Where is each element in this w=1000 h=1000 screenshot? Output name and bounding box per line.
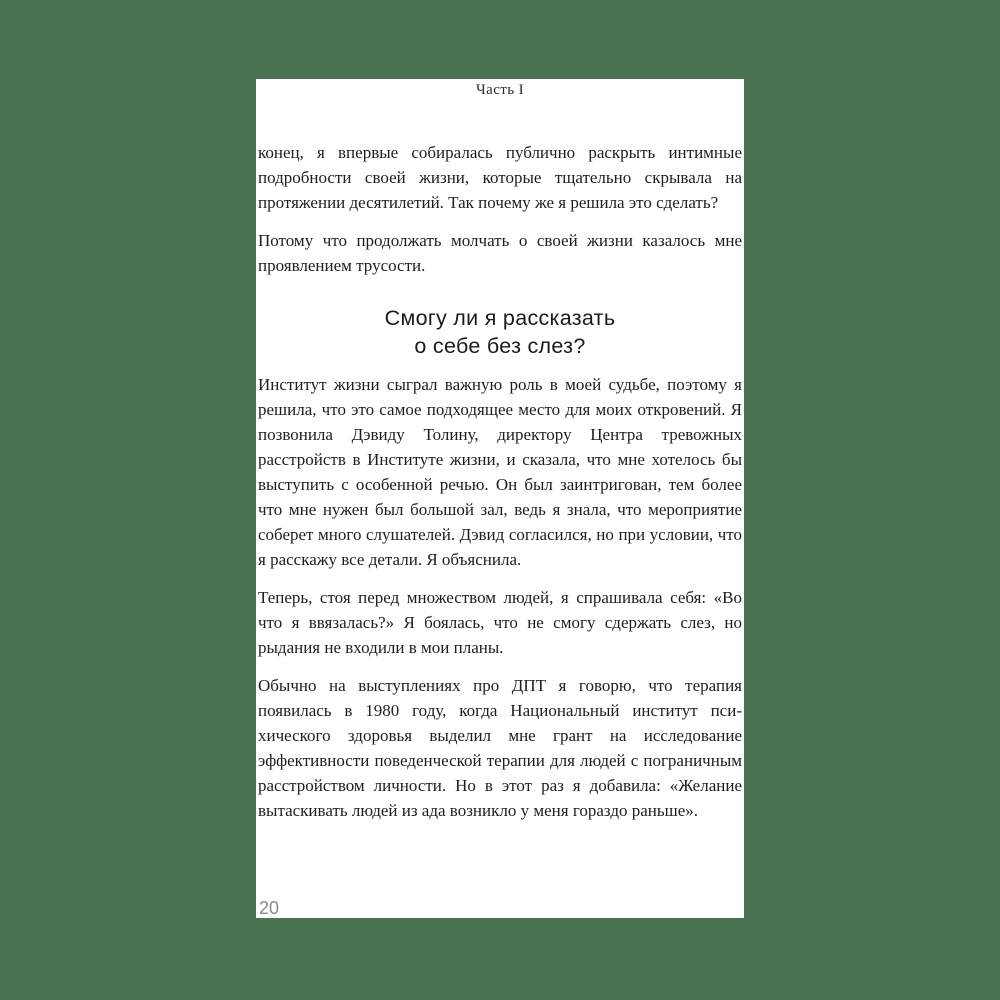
section-heading-line2: о себе без слез?	[414, 334, 586, 358]
paragraph: конец, я впервые собиралась публично раскрыть интимные подробности своей жизни, которые тщательно скрывала на протяжении десятилетий. Так почему же я решила это сделать?	[258, 143, 742, 212]
paragraph: Теперь, стоя перед множеством людей, я спрашивала себя: «Во что я ввязалась?» Я боялась, что не смогу сдержать слез, но рыдания не входили в мои планы.	[258, 588, 742, 657]
section-heading	[258, 304, 742, 360]
page-body-text	[258, 140, 742, 823]
paragraph: Обычно на выступлениях про ДПТ я говорю, что терапия появилась в 1980 году, когда Национальный институт психического здоровья выделил мне грант на исследование эффективности поведенческой терапии для людей с пограничным расстройством личности. Но в этот раз я добавила: «Желание вытаскивать людей из ада возникло у меня гораздо раньше».	[258, 676, 742, 820]
paragraph: Потому что продолжать молчать о своей жизни казалось мне проявлением трусости.	[258, 231, 742, 275]
running-header: Часть I	[475, 82, 524, 98]
page-number: 20	[259, 898, 280, 918]
book-page	[256, 79, 744, 918]
section-heading-line1: Смогу ли я рассказать	[384, 306, 616, 330]
paragraph: Институт жизни сыграл важную роль в моей судьбе, поэтому я решила, что это самое подходящее место для моих откровений. Я позвонила Дэвиду Толину, директору Центра тревожных расстройств в Институте жизни, и сказала, что мне хотелось бы выступить с особенной речью. Он был заинтригован, тем более что мне нужен был большой зал, ведь я знала, что мероприятие соберет много слушателей. Дэвид согласился, но при условии, что я расскажу все детали. Я объяснила.	[258, 375, 742, 569]
